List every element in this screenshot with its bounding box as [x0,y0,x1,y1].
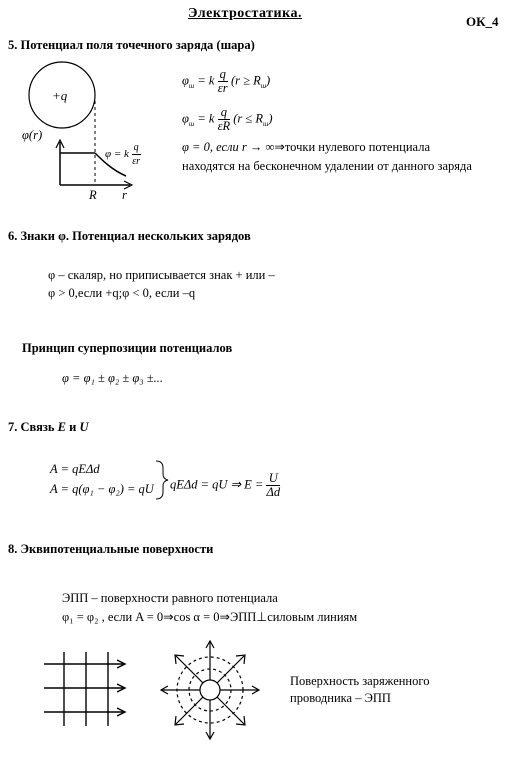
axis-R-label: R [89,188,97,202]
formula-outside: $\varphi_ш = k$ $\frac{q}{\varepsilon r}$ $(r \ge R_ш)$ [182,67,271,95]
charge-label: +q [52,88,68,103]
sign-rule: φ > 0,если +q;φ < 0, если –q [48,286,196,300]
section-7-heading: 7. Связь E и U [8,420,89,434]
field-voltage-relation: qEΔd = qU ⇒ E = $\frac{U}{\Delta d}$ [170,471,281,499]
work-formula-1: A = qEΔd [50,462,100,476]
work-formula-2: A = q(φ₁ − φ₂) = qU [50,482,154,496]
sheet-code: ОК_4 [466,14,499,29]
superposition-heading: Принцип суперпозиции потенциалов [22,341,233,355]
curve-formula: φ = k $\frac{q}{\varepsilon r}$ [105,142,141,167]
conductor-caption-line2: проводника – ЭПП [290,691,391,705]
formula-inside: $\varphi_ш = k$ $\frac{q}{\varepsilon R}$ $(r \le R_ш)$ [182,105,273,133]
scalar-note: φ – скаляр, но приписывается знак + или – [48,268,275,282]
conductor-caption-line1: Поверхность заряженного [290,674,430,688]
page-title: Электростатика. [188,6,302,21]
axis-r-label: r [122,188,127,202]
epp-condition: φ₁ = φ₂ , если A = 0⇒cos α = 0⇒ЭПП⊥силовым линиям [62,610,358,624]
zero-potential-line: φ = 0, если r → ∞⇒точки нулевого потенциала [182,140,430,154]
epp-definition: ЭПП – поверхности равного потенциала [62,591,278,605]
section-6-heading: 6. Знаки φ. Потенциал нескольких зарядов [8,229,251,243]
y-axis-arrow [56,140,64,148]
superposition-formula: φ = φ₁ ± φ₂ ± φ₃ ±... [62,371,163,385]
section-8-heading: 8. Эквипотенциальные поверхности [8,542,214,556]
infinity-note: находятся на бесконечном удалении от данного заряда [182,159,472,173]
axis-y-label: φ(r) [22,128,43,142]
section-5-heading: 5. Потенциал поля точечного заряда (шара) [8,38,255,52]
